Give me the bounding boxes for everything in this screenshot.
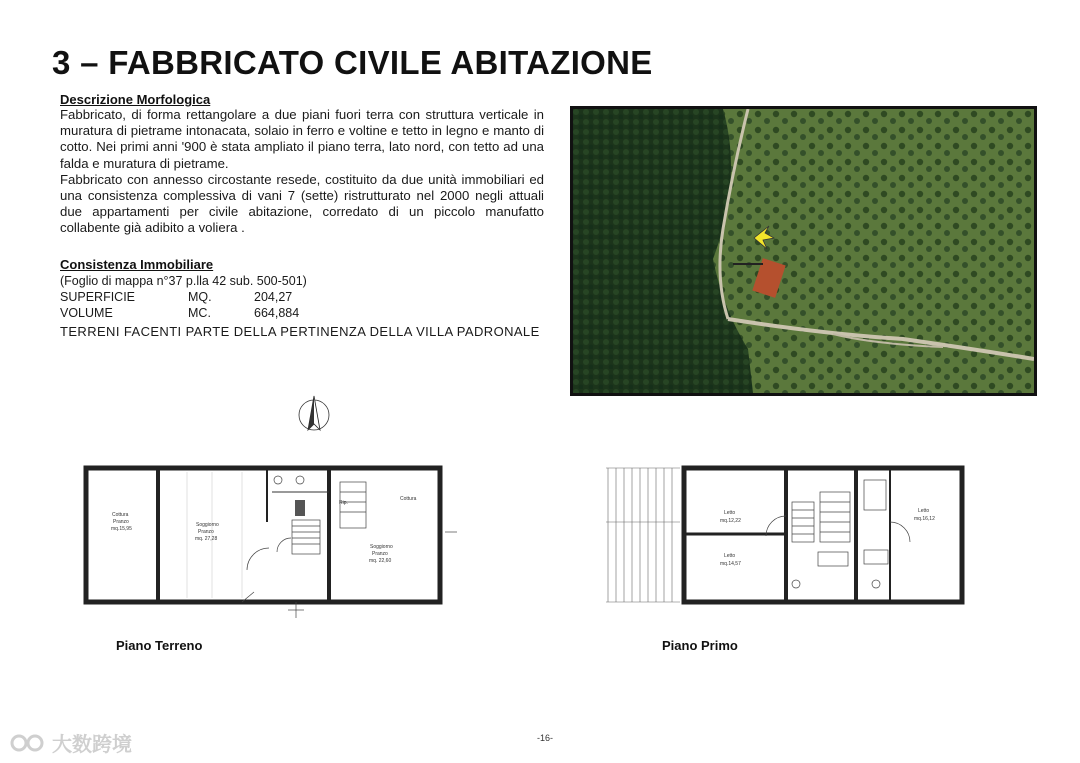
room-label: Letto — [918, 508, 930, 514]
superficie-row — [60, 289, 307, 305]
description-heading: Descrizione Morfologica — [60, 92, 211, 107]
terreni-note: TERRENI FACENTI PARTE DELLA PERTINENZA DELLA VILLA PADRONALE — [60, 324, 540, 339]
room-label: Pranzo — [198, 529, 214, 535]
page-number: -16- — [537, 733, 554, 743]
volume-value: 664,884 — [254, 306, 300, 320]
room-area: mq.15,95 — [111, 526, 132, 532]
room-area: mq. 27,28 — [195, 536, 218, 542]
first-floor-label: Piano Primo — [662, 638, 738, 653]
consistenza-heading: Consistenza Immobiliare — [60, 257, 214, 272]
room-area: mq. 22,60 — [369, 558, 392, 564]
aerial-image — [573, 109, 1034, 393]
room-label: Letto — [724, 553, 736, 559]
description-text — [60, 107, 544, 237]
page-title: 3 – FABBRICATO CIVILE ABITAZIONE — [52, 44, 653, 81]
watermark — [10, 728, 132, 757]
room-area: mq.14,57 — [720, 561, 741, 567]
superficie-label: SUPERFICIE — [60, 290, 136, 304]
description-paragraph-2: Fabbricato con annesso circostante resede, costituito da due unità immobiliari ed una consistenza complessiva di vani 7 (sette) ristrutturato nel 2000 negli attuali due appartamenti per civile abitazione, corredato di un piccolo manufatto collabente già adibito a voliera . — [60, 171, 544, 236]
room-label: Cottura — [400, 496, 417, 502]
volume-label: VOLUME — [60, 306, 113, 320]
room-label: Soggiorno — [196, 522, 219, 528]
consistenza-block — [60, 273, 307, 321]
first-floor-plan — [606, 462, 968, 612]
volume-unit: MC. — [188, 306, 211, 320]
ground-floor-plan — [82, 452, 452, 622]
superficie-value: 204,27 — [254, 290, 293, 304]
room-label: Pranzo — [113, 519, 129, 525]
superficie-unit: MQ. — [188, 290, 212, 304]
room-area: mq.16,12 — [914, 516, 935, 522]
aerial-photo — [570, 106, 1037, 396]
ground-floor-label: Piano Terreno — [116, 638, 203, 653]
room-area: mq.12,22 — [720, 518, 741, 524]
watermark-text: 大数跨境 — [52, 734, 132, 756]
room-label: Letto — [724, 510, 736, 516]
room-label: Pranzo — [372, 551, 388, 557]
north-arrow-icon — [297, 392, 331, 438]
room-label: Cottura — [112, 512, 129, 518]
foglio-reference: (Foglio di mappa n°37 p.lla 42 sub. 500-501) — [60, 274, 307, 288]
description-paragraph-1: Fabbricato, di forma rettangolare a due piani fuori terra con struttura verticale in muratura di pietrame intonacata, solaio in ferro e voltine e tetto in legno e manto di cotto. Nei primi anni '900 è stata ampliato il piano terra, lato nord, con tetto ad una falda e muratura di pietrame. — [60, 107, 544, 171]
room-label: Rip. — [339, 500, 348, 506]
watermark-logo-icon — [10, 732, 46, 754]
room-label: Soggiorno — [370, 544, 393, 550]
volume-row — [60, 305, 307, 321]
